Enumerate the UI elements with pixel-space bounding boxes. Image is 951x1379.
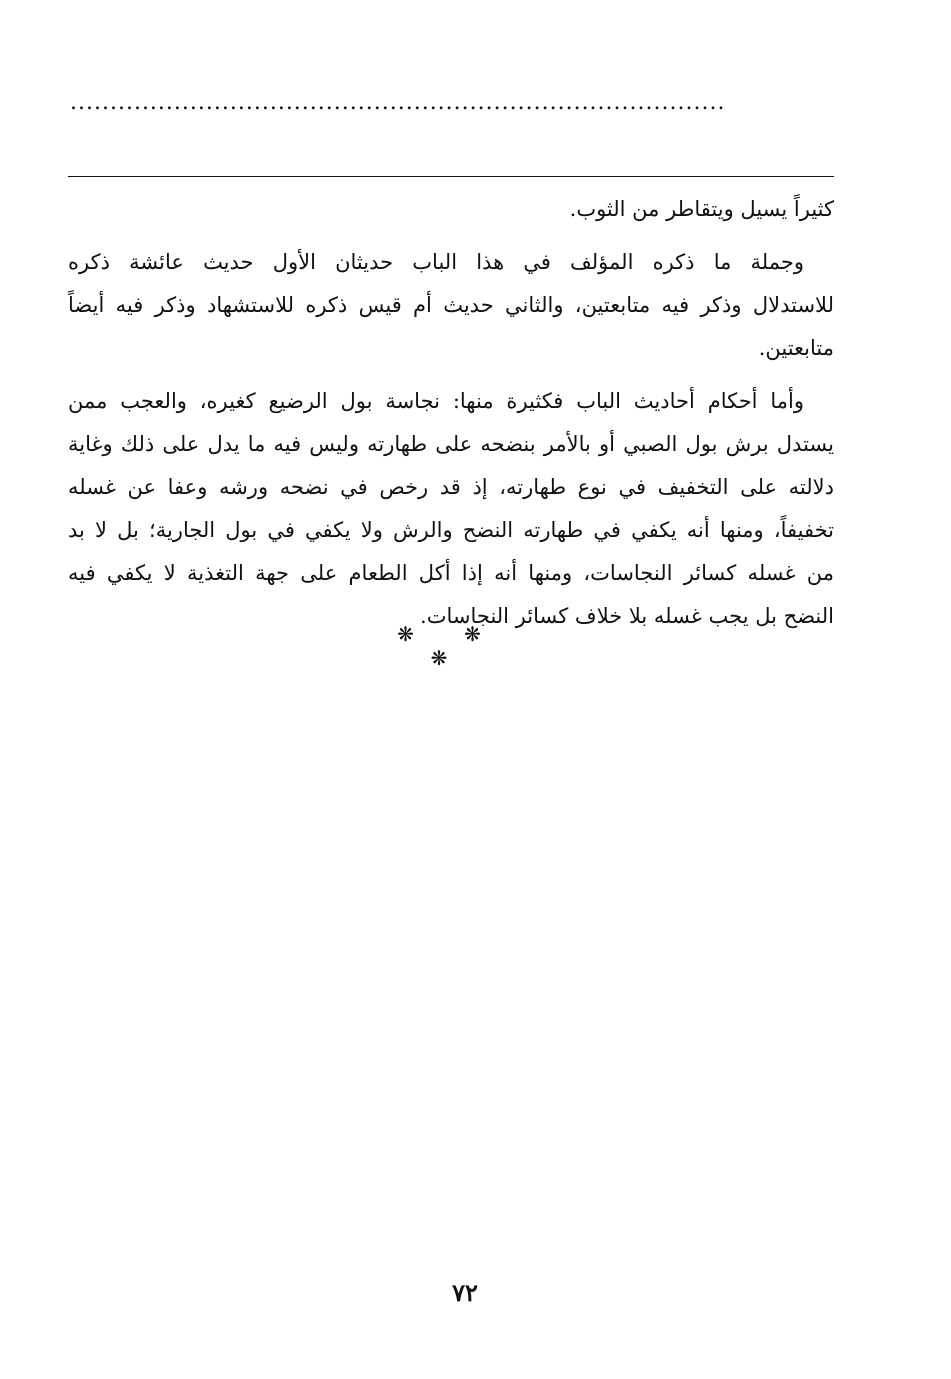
carryover-paragraph: [68, 188, 834, 231]
text-line: وجملة ما ذكره المؤلف في هذا الباب حديثان الأول حديث عائشة ذكره: [68, 250, 804, 274]
footnote-separator-rule: [68, 176, 834, 177]
text-line: متابعتين.: [758, 336, 834, 360]
text-line: دلالته على التخفيف في نوع طهارته، إذ قد رخص في نضحه ورشه وعفا عن غسله: [68, 475, 834, 499]
text-line: النضح بل يجب غسله بلا خلاف كسائر النجاسات.: [420, 604, 834, 628]
section-separator-stars: ❋ ❋ ❋: [397, 622, 503, 670]
text-line: وأما أحكام أحاديث الباب فكثيرة منها: نجاسة بول الرضيع كغيره، والعجب ممن: [68, 389, 804, 413]
text-line: يستدل برش بول الصبي أو بالأمر بنضحه على طهارته وليس فيه ما يدل على ذلك وغاية: [68, 432, 834, 456]
text-line: من غسله كسائر النجاسات، ومنها أنه إذا أكل الطعام على جهة التغذية لا يكفي فيه: [68, 561, 834, 585]
footnote-dotted-leader: ..................................................................................: [70, 90, 726, 115]
text-line: تخفيفاً، ومنها أنه يكفي في طهارته النضح والرش ولا يكفي في بول الجارية؛ بل لا بد: [68, 518, 834, 542]
text-line: للاستدلال وذكر فيه متابعتين، والثاني حديث أم قيس ذكره للاستشهاد وذكر فيه أيضاً: [68, 293, 834, 317]
text-line: كثيراً يسيل ويتقاطر من الثوب.: [569, 197, 834, 221]
body-text: [68, 188, 834, 638]
paragraph-1: [68, 241, 834, 370]
page-number: ٧٢: [452, 1278, 478, 1307]
paragraph-2: [68, 380, 834, 638]
